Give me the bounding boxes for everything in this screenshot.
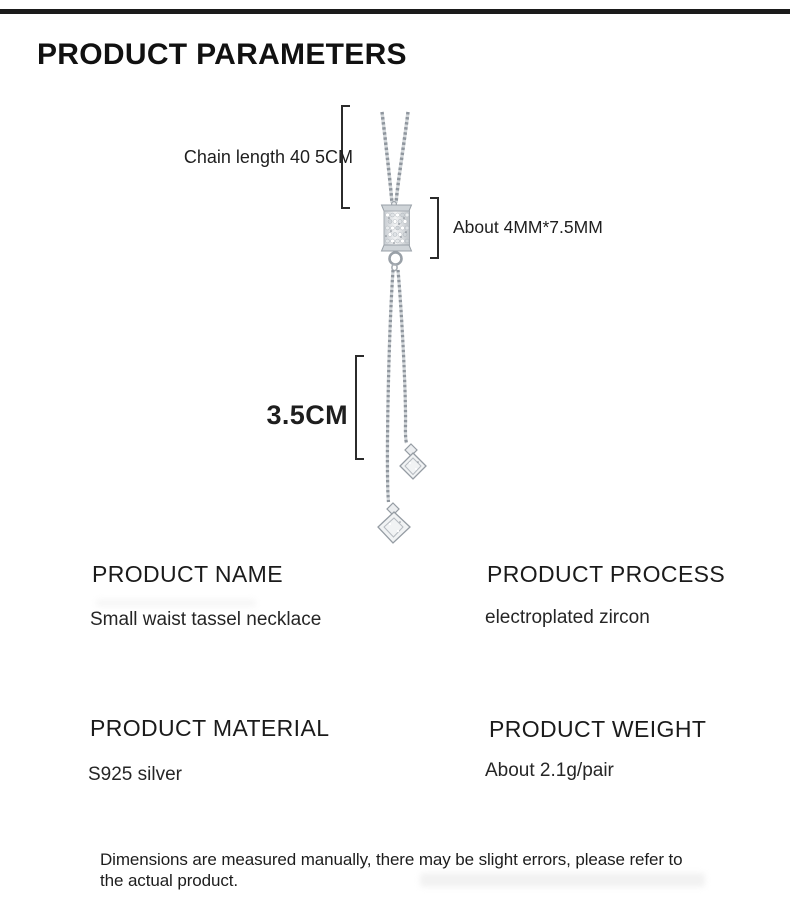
spec-label-product-material: PRODUCT MATERIAL (90, 715, 330, 741)
spec-value-product-material: S925 silver (88, 764, 182, 785)
spec-product-weight (485, 716, 707, 781)
charm-upper (400, 444, 426, 479)
spec-product-process (485, 561, 726, 628)
chain-length-label: Chain length 40 5CM (183, 147, 353, 167)
pendant (382, 205, 412, 251)
spec-product-name (90, 561, 322, 630)
product-diagram (0, 80, 790, 550)
pendant-size-bracket (430, 197, 439, 259)
disclaimer-note: Dimensions are measured manually, there may be slight errors, please refer to the actual product. (100, 850, 683, 890)
page-title: PRODUCT PARAMETERS (37, 38, 407, 71)
jump-ring (390, 253, 402, 271)
spec-label-product-name: PRODUCT NAME (92, 561, 283, 587)
pendant-size-label: About 4MM*7.5MM (453, 217, 603, 237)
charm-lower (378, 503, 410, 543)
spec-product-material (88, 715, 330, 785)
tassel-length-label: 3.5CM (266, 400, 348, 430)
top-divider-bar (0, 9, 790, 14)
tassel-length-bracket (355, 355, 364, 460)
spec-value-product-weight: About 2.1g/pair (485, 760, 614, 781)
watermark-smudge (96, 599, 256, 607)
spec-value-product-name: Small waist tassel necklace (90, 609, 322, 630)
spec-label-product-weight: PRODUCT WEIGHT (489, 716, 707, 742)
watermark-smudge (420, 873, 705, 887)
necklace-chain (382, 112, 408, 206)
spec-value-product-process: electroplated zircon (485, 607, 650, 628)
spec-label-product-process: PRODUCT PROCESS (487, 561, 726, 587)
